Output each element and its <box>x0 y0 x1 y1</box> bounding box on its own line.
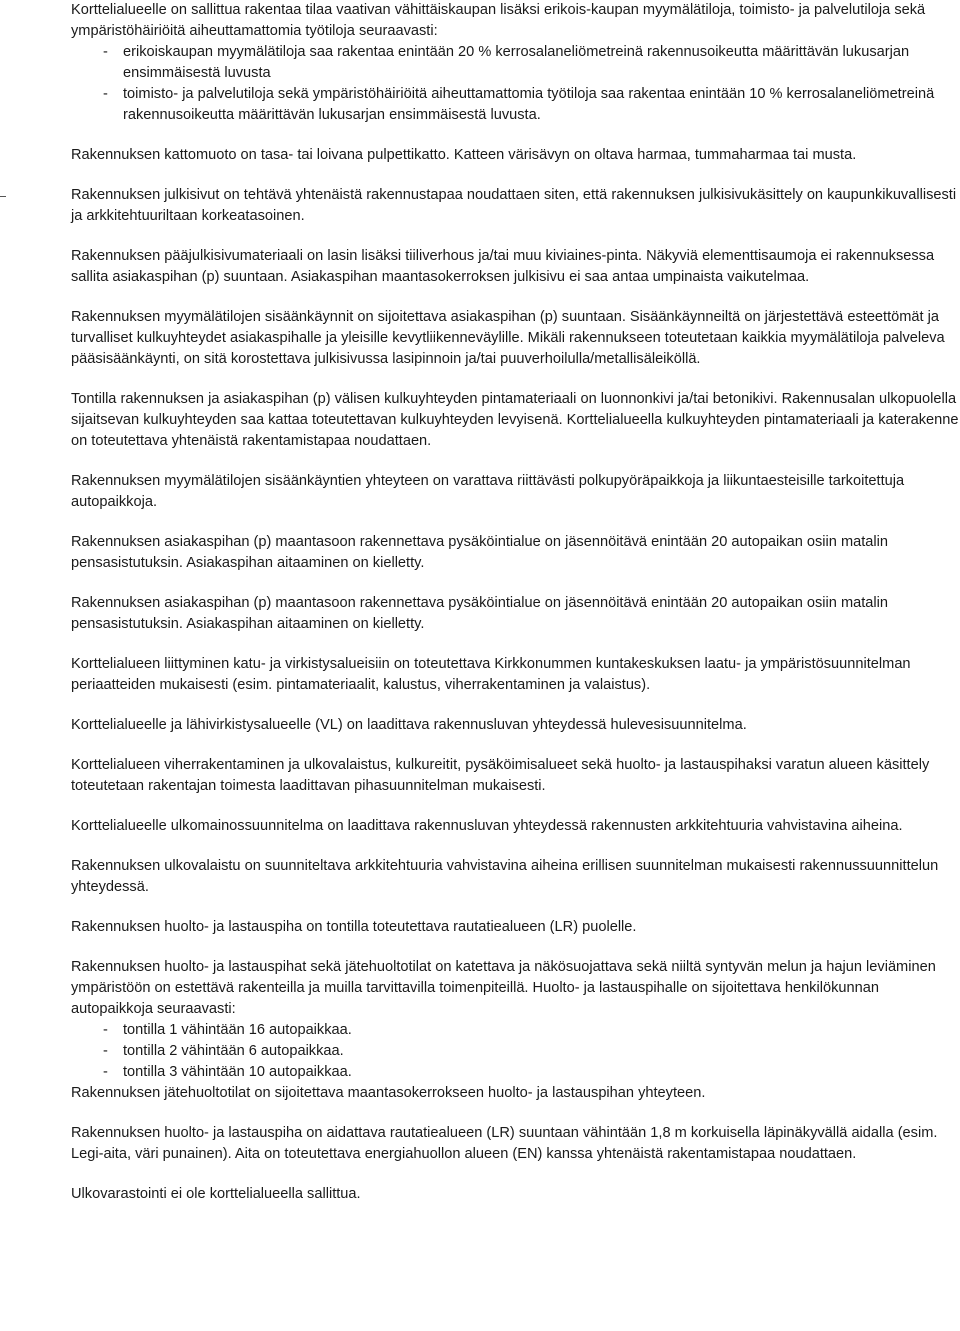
usage-list <box>71 42 960 126</box>
margin-mark <box>0 196 6 197</box>
paragraph-lighting: Rakennuksen ulkovalaistu on suunniteltava arkkitehtuuria vahvistavina aiheina erillisen suunnitelman mukaisesti rakennussuunnittelun yhteydessä. <box>71 858 939 895</box>
paragraph-walkway: Tontilla rakennuksen ja asiakaspihan (p) välisen kulkuyhteyden pintamateriaali on luonnonkivi ja/tai betonikivi. Rakennusalan ulkopuolella sijaitsevan kulkuyhteyden saa kattaa toteutettavan kulkuyhteyden levyisenä. Korttelialueella kulkuyhteyden pintamateriaali ja katerakenne on toteutettava yhtenäistä rakentamistapaa noudattaen. <box>71 391 959 449</box>
paragraph-bicycle-parking: Rakennuksen myymälätilojen sisäänkäyntien yhteyteen on varattava riittävästi polkupyöräpaikkoja ja liikuntaesteisille tarkoitettuja autopaikkoja. <box>71 473 905 510</box>
paragraph-loading-yard: Rakennuksen huolto- ja lastauspiha on tontilla toteutettava rautatiealueen (LR) puolelle. <box>71 919 637 935</box>
document-body <box>71 0 960 1224</box>
paragraph-advertising: Korttelialueelle ulkomainossuunnitelma on laadittava rakennusluvan yhteydessä rakennusten arkkitehtuuria vahvistavina aiheina. <box>71 818 903 834</box>
paragraph-entrances: Rakennuksen myymälätilojen sisäänkäynnit on sijoitettava asiakaspihan (p) suuntaan. Sisäänkäynneiltä on järjestettävä esteettömät ja turvalliset kulkuyhteydet asiakaspihalle ja yleisille kevytliikenneväylille. Mikäli rakennukseen toteutetaan kaikkia myymälätiloja palveleva pääsisäänkäynti, on sitä korostettava julkisivussa lasipinnoin ja/tai puuverhoilulla/metallisäleiköllä. <box>71 309 945 367</box>
paragraph-parking-area-repeat: Rakennuksen asiakaspihan (p) maantasoon rakennettava pysäköintialue on jäsennöitävä enintään 20 autopaikan osiin matalin pensasistutuksin. Asiakaspihan aitaaminen on kielletty. <box>71 595 888 632</box>
list-item: - tontilla 1 vähintään 16 autopaikkaa. <box>103 1022 352 1038</box>
list-item: - tontilla 3 vähintään 10 autopaikkaa. <box>103 1064 352 1080</box>
paragraph-loading-covers: Rakennuksen huolto- ja lastauspihat sekä jätehuoltotilat on katettava ja näkösuojattava sekä niiltä syntyvän melun ja hajun leviäminen ympäristöön on estettävä rakenteilla ja muilla tarvittavilla toimenpiteillä. Huolto- ja lastauspihalle on sijoitettava henkilökunnan autopaikkoja seuraavasti: <box>71 959 936 1017</box>
paragraph-landscaping: Korttelialueen viherrakentaminen ja ulkovalaistus, kulkureitit, pysäköimisalueet sekä huolto- ja lastauspihaksi varatun alueen käsittely toteutetaan rakentajan toimesta laadittavan pihasuunnitelman mukaisesti. <box>71 757 930 794</box>
paragraph-facade-material: Rakennuksen pääjulkisivumateriaali on lasin lisäksi tiiliverhous ja/tai muu kiviaines-pinta. Näkyviä elementtisaumoja ei rakennuksessa sallita asiakaspihan (p) suuntaan. Asiakaspihan maantasokerroksen julkisivu ei saa antaa umpinaista vaikutelmaa. <box>71 248 935 285</box>
paragraph-fence: Rakennuksen huolto- ja lastauspiha on aidattava rautatiealueen (LR) suuntaan vähintään 1,8 m korkuisella läpinäkyvällä aidalla (esim. Legi-aita, väri punainen). Aita on toteutettava energiahuollon alueen (EN) kanssa yhtenäistä rakentamistapaa noudattaen. <box>71 1125 938 1162</box>
paragraph-waste-rooms: Rakennuksen jätehuoltotilat on sijoitettava maantasokerrokseen huolto- ja lastauspihan yhteyteen. <box>71 1085 706 1101</box>
paragraph-intro: Korttelialueelle on sallittua rakentaa tilaa vaativan vähittäiskaupan lisäksi erikois-kaupan myymälätiloja, toimisto- ja palvelutiloja sekä ympäristöhäiriöitä aiheuttamattomia työtiloja seuraavasti: <box>71 2 926 39</box>
paragraph-roof: Rakennuksen kattomuoto on tasa- tai loivana pulpettikatto. Katteen värisävyn on oltava harmaa, tummaharmaa tai musta. <box>71 147 857 163</box>
paragraph-stormwater: Korttelialueelle ja lähivirkistysalueelle (VL) on laadittava rakennusluvan yhteydessä hulevesisuunnitelma. <box>71 717 747 733</box>
paragraph-connection: Korttelialueen liittyminen katu- ja virkistysalueisiin on toteutettava Kirkkonummen kuntakeskuksen laatu- ja ympäristösuunnitelman periaatteiden mukaisesti (esim. pintamateriaalit, kalustus, viherrakentaminen ja valaistus). <box>71 656 911 693</box>
list-item: - tontilla 2 vähintään 6 autopaikkaa. <box>103 1043 344 1059</box>
paragraph-parking-area: Rakennuksen asiakaspihan (p) maantasoon rakennettava pysäköintialue on jäsennöitävä enintään 20 autopaikan osiin matalin pensasistutuksin. Asiakaspihan aitaaminen on kielletty. <box>71 534 888 571</box>
list-item: - erikoiskaupan myymälätiloja saa rakentaa enintään 20 % kerrosalaneliömetreinä rakennusoikeutta määrittävän lukusarjan ensimmäisestä luvusta <box>103 44 910 81</box>
staff-parking-list <box>71 1020 960 1083</box>
paragraph-outdoor-storage: Ulkovarastointi ei ole korttelialueella sallittua. <box>71 1186 361 1202</box>
paragraph-facades: Rakennuksen julkisivut on tehtävä yhtenäistä rakennustapaa noudattaen siten, että rakennuksen julkisivukäsittely on kaupunkikuvallisesti ja arkkitehtuuriltaan korkeatasoinen. <box>71 187 957 224</box>
list-item: - toimisto- ja palvelutiloja sekä ympäristöhäiriöitä aiheuttamattomia työtiloja saa rakentaa enintään 10 % kerrosalaneliömetreinä rakennusoikeutta määrittävän lukusarjan ensimmäisestä luvusta. <box>103 86 935 123</box>
